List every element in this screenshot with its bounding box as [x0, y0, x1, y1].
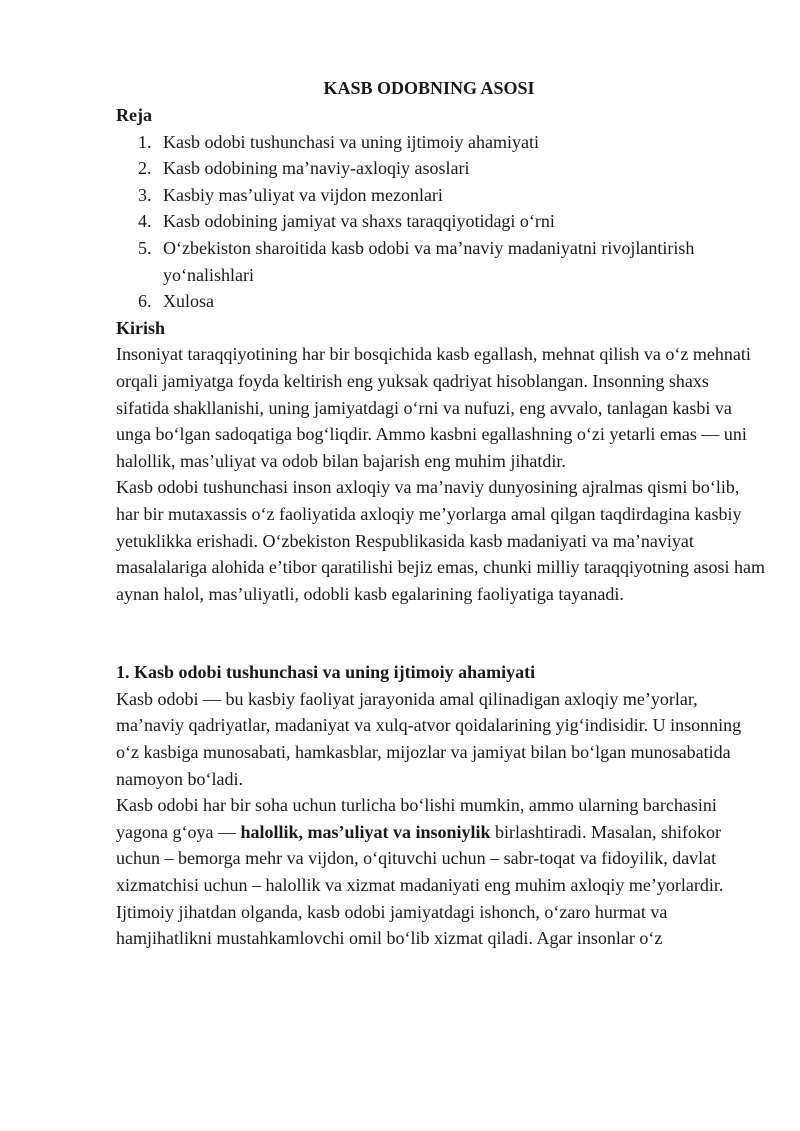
section-paragraph: Ijtimoiy jihatdan olganda, kasb odobi jamiyatdagi ishonch, o‘zaro hurmat va hamjihatlikni mustahkamlovchi omil bo‘lib xizmat qiladi. Agar insonlar o‘z: [116, 901, 668, 949]
plan-heading: Reja: [116, 105, 152, 125]
intro-paragraph: Kasb odobi tushunchasi inson axloqiy va ma’naviy dunyosining ajralmas qismi bo‘lib, har bir mutaxassis o‘z faoliyatida axloqiy me’yorlarga amal qilgan taqdirdagina kasbiy yetuklikka erishadi. O‘zbekiston Respublikasida kasb madaniyati va ma’naviyat masalalariga alohida e’tibor qaratilishi bejiz emas, chunki milliy taraqqiyotning asosi ham aynan halol, mas’uliyatli, odobli kasb egalarining faoliyatiga tayanadi.: [116, 477, 765, 604]
plan-item-number: 1.: [138, 131, 152, 152]
plan-item-number: 2.: [138, 158, 152, 179]
plan-item-text: Kasbiy mas’uliyat va vijdon mezonlari: [163, 184, 443, 205]
section-paragraph: Kasb odobi — bu kasbiy faoliyat jarayonida amal qilinadigan axloqiy me’yorlar, ma’naviy qadriyatlar, madaniyat va xulq-atvor qoidalarining yig‘indisidir. U insonning o‘z kasbiga munosabati, hamkasblar, mijozlar va jamiyat bilan bo‘lgan munosabatida namoyon bo‘ladi.: [116, 688, 742, 789]
paragraph-text: Kasb odobi har bir soha uchun turlicha bo‘lishi mumkin, ammo ularning barchasini yagona g‘oya —: [116, 795, 717, 842]
plan-item-text: Xulosa: [163, 291, 214, 312]
document-body: [116, 102, 766, 952]
paragraph-text: birlashtiradi. Masalan, shifokor uchun – bemorga mehr va vijdon, o‘qituvchi uchun – sabr-toqat va fidoyilik, davlat xizmatchisi uchun – halollik va xizmat madaniyati eng muhim axloqiy me’yorlardir.: [116, 821, 724, 896]
plan-item-text: Kasb odobining ma’naviy-axloqiy asoslari: [163, 158, 470, 179]
section-heading: 1. Kasb odobi tushunchasi va uning ijtimoiy ahamiyati: [116, 662, 536, 683]
section-paragraph: [116, 792, 766, 898]
emphasis-text: halollik, mas’uliyat va insoniylik: [240, 821, 491, 842]
plan-item: [116, 155, 766, 182]
plan-item-number: 6.: [138, 291, 152, 312]
plan-item: [116, 288, 766, 315]
plan-item: [116, 182, 766, 209]
document-title: KASB ODOBNING ASOSI: [323, 78, 535, 98]
intro-heading: Kirish: [116, 317, 166, 338]
plan-item-text: Kasb odobi tushunchasi va uning ijtimoiy ahamiyati: [163, 131, 539, 152]
plan-item: [116, 235, 766, 288]
plan-item-number: 3.: [138, 184, 152, 205]
plan-item-text: O‘zbekiston sharoitida kasb odobi va ma’naviy madaniyatni rivojlantirish yo‘nalishlari: [163, 237, 695, 285]
plan-list: [116, 129, 766, 315]
plan-item: [116, 129, 766, 156]
plan-item-number: 4.: [138, 211, 152, 232]
plan-item-number: 5.: [138, 237, 152, 258]
intro-paragraph: Insoniyat taraqqiyotining har bir bosqichida kasb egallash, mehnat qilish va o‘z mehnati orqali jamiyatga foyda keltirish eng yuksak qadriyat hisoblangan. Insonning shaxs sifatida shakllanishi, uning jamiyatdagi o‘rni va nufuzi, eng avvalo, tanlagan kasbi va unga bo‘lgan sadoqatiga bog‘liqdir. Ammo kasbni egallashning o‘zi yetarli emas — uni halollik, mas’uliyat va odob bilan bajarish eng muhim jihatdir.: [116, 344, 751, 471]
plan-item: [116, 208, 766, 235]
section-spacer: [116, 607, 766, 659]
plan-item-text: Kasb odobining jamiyat va shaxs taraqqiyotidagi o‘rni: [163, 211, 555, 232]
